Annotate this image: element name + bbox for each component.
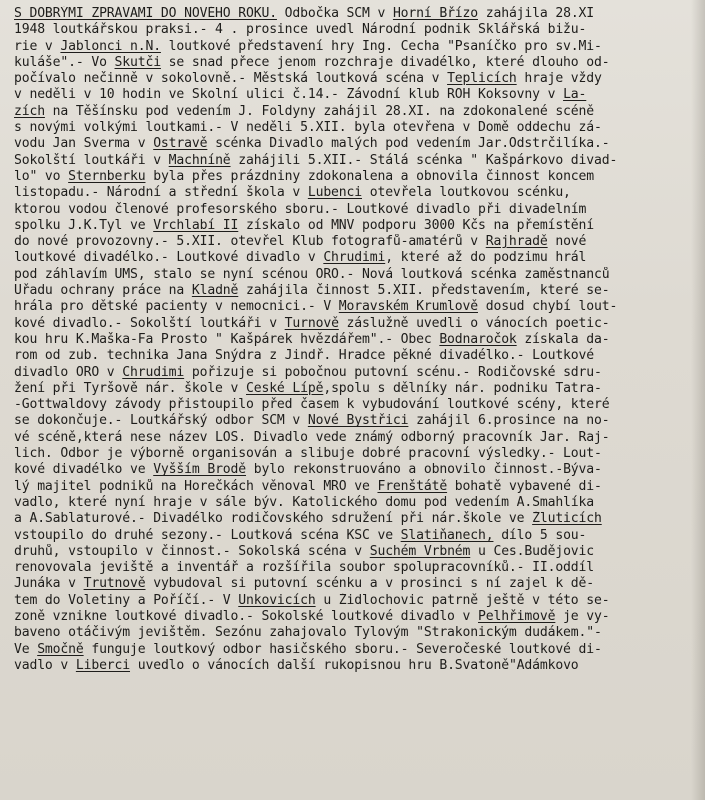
text-segment: bylo rekonstruováno a obnovilo činnost.-Býva- [246, 462, 602, 478]
text-segment: do nové provozovny.- 5.XII. otevřel Klub fotografů-amatérů v [14, 234, 486, 250]
text-segment: počívalo nečinně v sokolovně.- Městská loutková scéna v [14, 71, 448, 87]
text-segment: divadlo ORO v [14, 364, 123, 380]
underlined-place-name: Pelhřimově [478, 608, 556, 624]
text-line [14, 22, 695, 38]
text-line [14, 381, 695, 397]
text-line [14, 528, 695, 544]
text-line [14, 39, 695, 55]
text-segment: lo" vo [14, 168, 69, 184]
text-segment: druhů, vstoupilo v činnost.- Sokolská scéna v [14, 543, 370, 559]
text-segment: funguje loutkový odbor hasičského sboru.- Severočeské loutkové di- [83, 641, 602, 657]
text-line [14, 202, 695, 218]
text-line [14, 136, 695, 152]
underlined-place-name: Kladně [191, 283, 239, 299]
text-segment: scénka Divadlo malých pod vedením Jar.Odstrčilíka.- [207, 136, 610, 152]
text-segment: byla přes prázdniny zdokonalena a obnovila činnost koncem [145, 168, 595, 184]
text-segment: listopadu.- Národní a střední škola v [14, 185, 308, 201]
text-line [14, 153, 695, 169]
text-segment: s novými volkými loutkami.- V neděli 5.XII. byla otevřena v Domě oddechu zá- [14, 120, 602, 136]
underlined-place-name: Šternberku [68, 168, 146, 184]
text-line [14, 446, 695, 462]
underlined-place-name: Machníně [168, 152, 231, 168]
underlined-place-name: Slatiňanech, [400, 527, 494, 543]
underlined-place-name: Ostravě [153, 136, 208, 152]
text-line [14, 332, 695, 348]
text-segment: ,spolu s dělníky nár. podniku Tatra- [323, 380, 602, 396]
underlined-place-name: Moravském Krumlově [338, 299, 478, 315]
text-segment: se dokončuje.- Loutkářský odbor SČM v [14, 413, 308, 429]
text-segment: u Židlochovic patrně ještě v této se- [315, 592, 610, 608]
text-segment: vé scéně,která nese název LOS. Divadlo vede známý odborný pracovník Jar. Raj- [14, 429, 610, 445]
text-line [14, 283, 695, 299]
text-line [14, 625, 695, 641]
text-segment: zahájila 28.XI [478, 6, 595, 21]
text-segment: nové [547, 234, 587, 250]
text-segment: pořizuje si pobočnou putovní scénu.- Rodičovské sdru- [184, 364, 602, 380]
text-segment: hraje vždy [516, 71, 602, 87]
text-segment: zoně vznikne loutkové divadlo.- Sokolské loutkové divadlo v [14, 608, 478, 624]
text-segment: vybudoval si putovní scénku a v prosinci s ní zajel k dě- [145, 576, 595, 592]
text-segment: 1948 loutkářskou praksi.- 4 . prosince uvedl Národní podnik Sklářská bižu- [14, 22, 587, 38]
underlined-place-name: Smočně [37, 641, 84, 657]
text-segment: , které až do podzimu hrál [385, 250, 587, 266]
text-line [14, 642, 695, 658]
text-segment: pod záhlavím ÚMS, stalo se nyní scénou ORO.- Nová loutková scénka zaměstnanců [14, 266, 610, 282]
text-line [14, 413, 695, 429]
text-segment: vodu Jan Šverma v [14, 136, 154, 152]
text-segment: zahájili 5.XII.- Stálá scénka " Kašpárkovo divad- [230, 152, 618, 168]
text-segment: dosud chybí lout- [478, 299, 618, 315]
text-segment: hrála pro dětské pacienty v nemocnici.- V [14, 299, 339, 315]
underlined-place-name: Vrchlabí II [153, 217, 239, 233]
text-segment: spolku J.K.Tyl ve [14, 217, 154, 233]
text-line [14, 479, 695, 495]
underlined-place-name: Skutči [114, 54, 161, 70]
text-segment: Odbočka SČM v [276, 6, 393, 21]
text-line [14, 234, 695, 250]
underlined-place-name: Chrudimi [323, 250, 386, 266]
text-segment: renovovala jeviště a inventář a rozšířila soubor spolupracovníků.- II.oddíl [14, 560, 594, 576]
underlined-place-name: Žluticích [532, 511, 602, 527]
text-segment: Sokolští loutkáři v [14, 152, 169, 168]
text-segment: a A.Šablaturové.- Divadélko rodičovského sdružení při nár.škole ve [14, 511, 533, 527]
underlined-place-name: Suchém Vrbném [369, 543, 471, 559]
underlined-place-name: Chrudimi [122, 364, 185, 380]
underlined-place-name: La- [563, 87, 587, 103]
text-segment: vstoupilo do druhé sezony.- Loutková scéna KSČ ve [14, 527, 401, 543]
text-segment: vadlo v [14, 657, 76, 673]
text-segment: dílo 5 sou- [493, 527, 587, 543]
underlined-place-name: České Lípě [246, 380, 324, 396]
text-segment: rom od zub. technika Jana Šnýdra z Jindř. Hradce pěkné divadélko.- Loutkové [14, 348, 594, 364]
text-line [14, 348, 695, 364]
text-segment: tem do Voletiny a Poříčí.- V [14, 592, 239, 608]
text-line [14, 169, 695, 185]
underlined-place-name: Bodnaročok [439, 331, 517, 347]
text-line [14, 511, 695, 527]
text-segment: otevřela loutkovou scénku, [362, 185, 571, 201]
underlined-place-name: Vyšším Brodě [153, 462, 247, 478]
underlined-place-name: Frenštátě [377, 478, 448, 494]
text-line [14, 316, 695, 332]
underlined-place-name: Nové Bystřici [307, 413, 409, 429]
text-line [14, 658, 695, 674]
text-line [14, 365, 695, 381]
text-line [14, 250, 695, 266]
article-body [14, 6, 695, 674]
text-segment: rie v [14, 38, 61, 54]
text-segment: Ve [14, 641, 38, 657]
text-segment: Junáka v [14, 576, 84, 592]
text-segment: u Čes.Budějovic [470, 543, 594, 559]
text-line [14, 104, 695, 120]
text-segment: zahájila činnost 5.XII. představením, které se- [238, 283, 610, 299]
text-line [14, 267, 695, 283]
text-segment: loutkové představení hry Ing. Čecha "Psaníčko pro sv.Mi- [160, 38, 602, 54]
text-segment: vadlo, které nyní hraje v sále býv. Katolického domu pod vedením A.Šmahlíka [14, 494, 594, 510]
text-segment: záslužně uvedli o vánocích poetic- [338, 315, 610, 331]
text-line [14, 560, 695, 576]
text-segment: získalo od MNV podporu 3000 Kčs na přemístění [238, 217, 595, 233]
text-line [14, 576, 695, 592]
text-line [14, 609, 695, 625]
underlined-place-name: Liberci [75, 657, 131, 673]
text-line [14, 71, 695, 87]
text-segment: se snad přece jenom rozchraje divadélko, které dlouho od- [160, 54, 610, 70]
text-line [14, 462, 695, 478]
underlined-place-name: Turnově [284, 315, 339, 331]
underlined-place-name: Lubenci [307, 185, 362, 201]
text-line [14, 87, 695, 103]
text-line [14, 6, 695, 22]
underlined-place-name: Trutnově [83, 576, 146, 592]
text-line [14, 397, 695, 413]
underlined-place-name: Jablonci n.N. [60, 38, 161, 54]
text-segment: loutkové divadélko.- Loutkové divadlo v [14, 250, 324, 266]
underlined-place-name: S DOBRÝMI ZPRÁVAMI DO NOVÉHO ROKU. [14, 6, 277, 21]
underlined-place-name: Teplicích [447, 71, 517, 87]
text-line [14, 544, 695, 560]
text-line [14, 218, 695, 234]
text-segment: bohatě vybavené di- [447, 478, 602, 494]
underlined-place-name: Unkovicích [238, 592, 316, 608]
text-line [14, 185, 695, 201]
underlined-place-name: Rajhradě [485, 234, 548, 250]
text-segment: kové divadélko ve [14, 462, 154, 478]
text-line [14, 593, 695, 609]
underlined-place-name: Horní Břízo [392, 6, 479, 21]
text-segment: ktorou vodou členové profesorského sboru.- Loutkové divadlo při divadelním [14, 201, 587, 217]
text-line [14, 495, 695, 511]
text-segment: kové divadlo.- Sokolští loutkáři v [14, 315, 285, 331]
text-segment: baveno otáčivým jevištěm. Sezónu zahajovalo Tylovým "Strakonickým dudákem."- [14, 625, 602, 641]
text-segment: -Gottwaldovy závody přistoupilo před časem k vybudování loutkové scény, které [14, 397, 610, 413]
text-segment: na Těšínsku pod vedením J. Foldyny zahájil 28.XI. na zdokonalené scéně [44, 103, 594, 119]
text-segment: je vy- [555, 608, 610, 624]
text-segment: v neděli v 10 hodin ve Školní ulici č.14.- Závodní klub ROH Koksovny v [14, 87, 564, 103]
text-segment: lich. Odbor je výborně organisován a slibuje dobré pracovní výsledky.- Lout- [14, 446, 602, 462]
text-segment: lý majitel podniků na Horečkách věnoval MRO ve [14, 478, 378, 494]
text-segment: uvedlo o vánocích další rukopisnou hru B.Svatoně"Adámkovo [130, 657, 579, 673]
text-segment: zahájil 6.prosince na no- [408, 413, 610, 429]
text-segment: Úřadu ochrany práce na [14, 283, 192, 299]
text-segment: získala da- [516, 331, 610, 347]
text-line [14, 299, 695, 315]
underlined-place-name: zích [14, 103, 45, 119]
text-line [14, 55, 695, 71]
text-line [14, 430, 695, 446]
text-segment: kou hru K.Maška-Fa Prosto " Kašpárek hvězdářem".- Obec [14, 331, 440, 347]
text-line [14, 120, 695, 136]
text-segment: žení při Tyršově nár. škole v [14, 380, 246, 396]
text-segment: kuláše".- Vo [14, 54, 115, 70]
page-edge-shadow [691, 0, 705, 800]
